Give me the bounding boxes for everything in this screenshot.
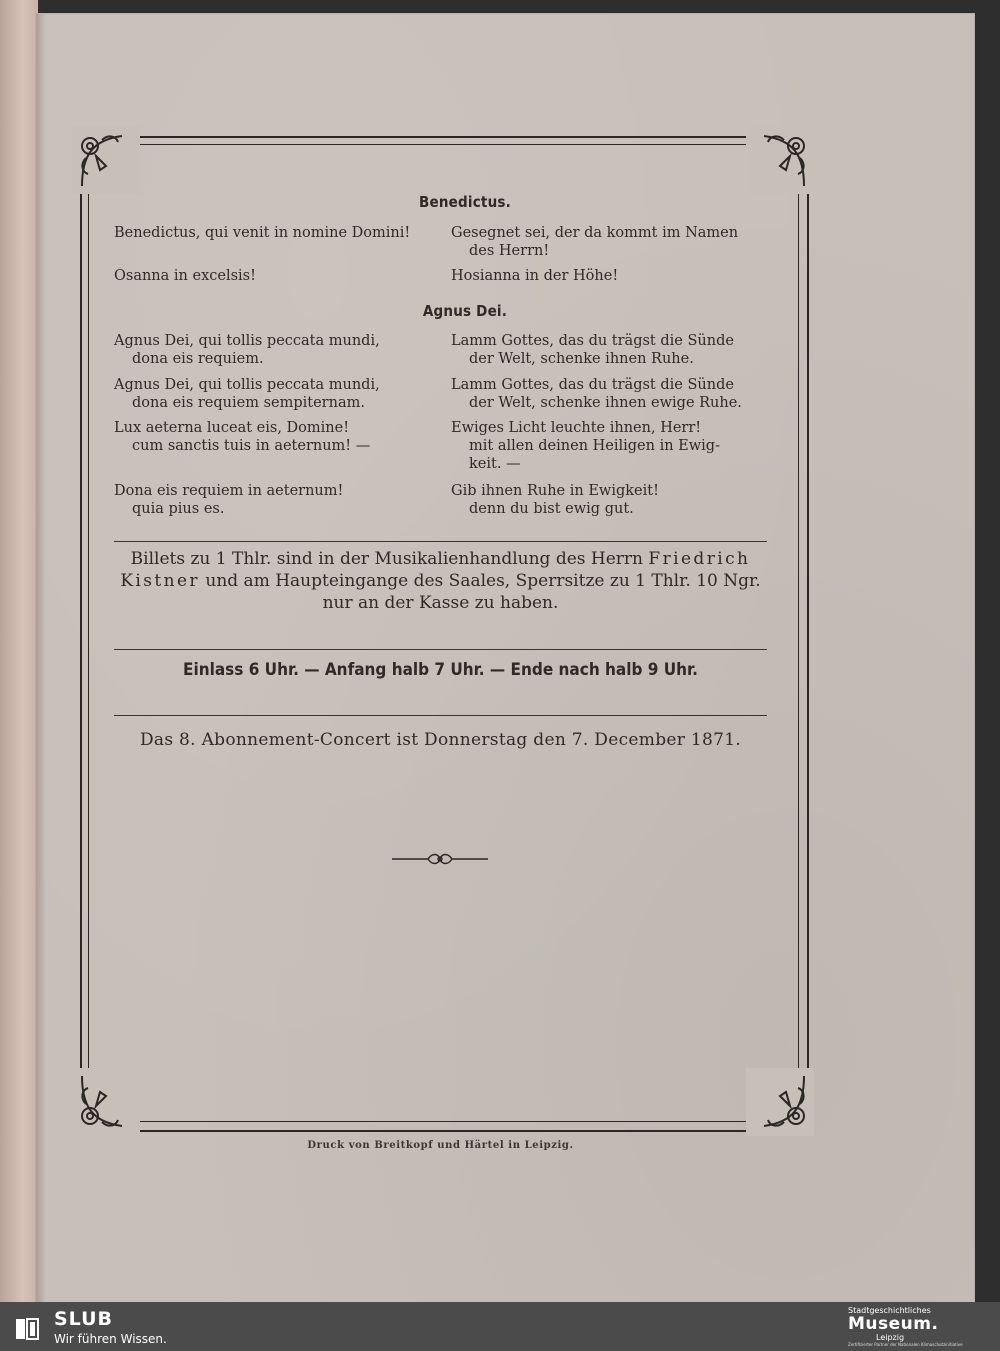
museum-city: Leipzig <box>876 1333 905 1342</box>
verse-line: Gesegnet sei, der da kommt im Namen <box>451 225 739 241</box>
facing-page-edge <box>0 0 38 1302</box>
museum-label: Museum. <box>848 1314 939 1334</box>
flourish-ornament-icon <box>390 852 490 866</box>
museum-logo[interactable] <box>848 1306 988 1347</box>
verse-line: cum sanctis tuis in aeternum! — <box>132 438 371 454</box>
slub-logo-icon[interactable] <box>14 1316 40 1342</box>
verse-line: Agnus Dei, qui tollis peccata mundi, <box>114 377 380 393</box>
slub-name[interactable]: SLUB <box>54 1308 114 1330</box>
next-concert-notice: Das 8. Abonnement-Concert ist Donnerstag den 7. December 1871. <box>139 730 742 750</box>
page-spine-shadow <box>36 14 46 1302</box>
verse-line: Lamm Gottes, das du trägst die Sünde <box>451 377 734 393</box>
verse-line: Benedictus, qui venit in nomine Domini! <box>114 225 411 241</box>
latin-verse <box>114 482 444 518</box>
verse-line: dona eis requiem. <box>132 351 264 367</box>
german-verse <box>451 482 767 518</box>
latin-verse <box>114 376 444 412</box>
corner-ornament-icon <box>746 1068 814 1136</box>
corner-ornament-icon <box>72 126 140 194</box>
verse-line: Agnus Dei, qui tollis peccata mundi, <box>114 333 380 349</box>
latin-verse <box>114 419 444 455</box>
corner-ornament-icon <box>746 126 814 194</box>
verse-line: Lamm Gottes, das du trägst die Sünde <box>451 333 734 349</box>
museum-note: Zertifizierter Partner der Nationalen Klimaschutzinitiative <box>848 1342 963 1347</box>
ticket-notice <box>114 548 767 614</box>
verse-line: Lux aeterna luceat eis, Domine! <box>114 420 350 436</box>
latin-verse <box>114 332 444 368</box>
verse-line: quia pius es. <box>132 501 225 517</box>
verse-line: mit allen deinen Heiligen in Ewig- <box>469 438 720 454</box>
schedule-times: Einlass 6 Uhr. — Anfang halb 7 Uhr. — Ende nach halb 9 Uhr. <box>183 660 698 680</box>
german-verse <box>451 332 767 368</box>
horizontal-rule <box>114 541 767 542</box>
german-verse <box>451 376 767 412</box>
verse-line: denn du bist ewig gut. <box>469 501 634 517</box>
corner-ornament-icon <box>72 1068 140 1136</box>
german-verse <box>451 224 767 260</box>
verse-line: Gib ihnen Ruhe in Ewigkeit! <box>451 483 659 499</box>
ornamental-frame-inner <box>88 144 799 1122</box>
museum-label-small: Stadtgeschichtliches <box>848 1306 931 1315</box>
horizontal-rule <box>114 715 767 716</box>
german-verse <box>451 267 767 285</box>
latin-verse <box>114 224 444 242</box>
printer-imprint: Druck von Breitkopf und Härtel in Leipzig. <box>307 1140 574 1151</box>
viewer-footer <box>0 1302 1000 1351</box>
section-heading-benedictus: Benedictus. <box>419 193 511 211</box>
verse-line: des Herrn! <box>469 243 550 259</box>
verse-line: der Welt, schenke ihnen Ruhe. <box>469 351 694 367</box>
ticket-notice-line: nur an der Kasse zu haben. <box>322 593 559 613</box>
verse-line: dona eis requiem sempiternam. <box>132 395 365 411</box>
slub-tagline: Wir führen Wissen. <box>54 1332 167 1346</box>
german-verse <box>451 419 767 473</box>
verse-line: Hosianna in der Höhe! <box>451 268 619 284</box>
ticket-notice-line: Kistner und am Haupteingange des Saales, Sperrsitze zu 1 Thlr. 10 Ngr. <box>120 571 761 591</box>
latin-verse <box>114 267 444 285</box>
ticket-notice-line: Billets zu 1 Thlr. sind in der Musikalienhandlung des Herrn Friedrich <box>130 549 751 569</box>
section-heading-agnus-dei: Agnus Dei. <box>422 302 508 320</box>
verse-line: keit. — <box>469 456 521 472</box>
verse-line: Ewiges Licht leuchte ihnen, Herr! <box>451 420 702 436</box>
verse-line: Dona eis requiem in aeternum! <box>114 483 344 499</box>
verse-line: Osanna in excelsis! <box>114 268 256 284</box>
horizontal-rule <box>114 649 767 650</box>
verse-line: der Welt, schenke ihnen ewige Ruhe. <box>469 395 742 411</box>
